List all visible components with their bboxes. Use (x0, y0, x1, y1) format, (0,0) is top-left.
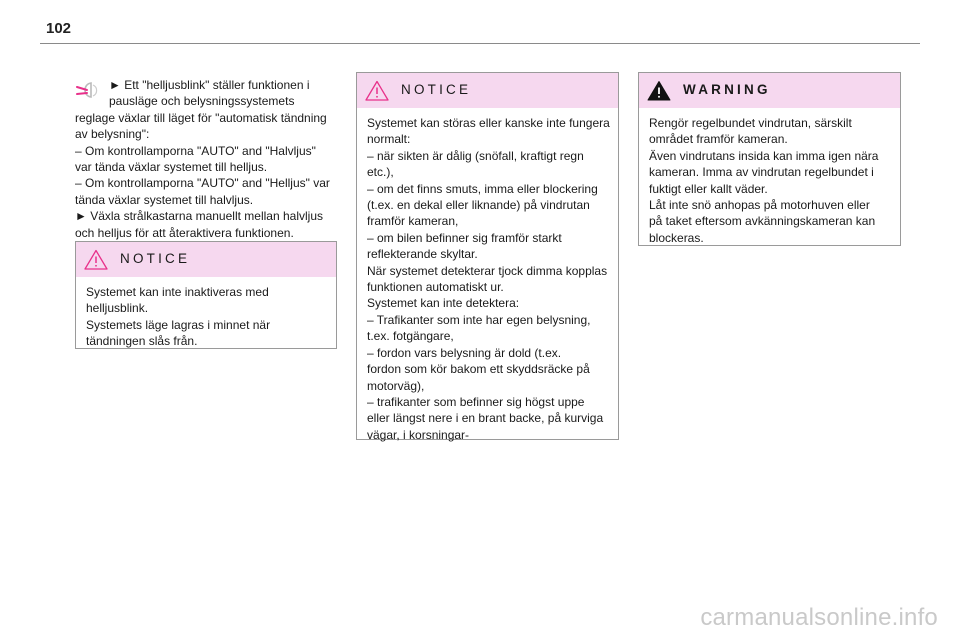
watermark: carmanualsonline.info (700, 604, 938, 631)
text-line: helljusblink. (86, 301, 149, 316)
text-line: kameran. Imma av vindrutan regelbundet i (649, 165, 874, 180)
warning-body (639, 108, 900, 246)
notice-title: NOTICE (401, 82, 472, 97)
text-line: tändningen slås från. (86, 334, 198, 349)
text-line: – fordon vars belysning är dold (t.ex. (367, 345, 562, 360)
text-line: (t.ex. en dekal eller liknande) på vindrutan (367, 198, 590, 213)
text-line: ► Ett "helljusblink" ställer funktionen i (109, 78, 310, 92)
notice-warning-triangle-icon (365, 80, 389, 101)
header-rule (40, 43, 920, 44)
text-line: eller längst nere i en brant backe, på kurviga (367, 411, 604, 426)
notice-box-2 (356, 72, 619, 440)
text-line: – Trafikanter som inte har egen belysning, (367, 312, 591, 327)
notice-body (76, 277, 336, 350)
text-line: – när sikten är dålig (snöfall, kraftigt regn (367, 148, 584, 163)
text-line: funktionen automatiskt ur. (367, 280, 504, 295)
text-line: Låt inte snö anhopas på motorhuven eller (649, 198, 870, 213)
text-line: Även vindrutans insida kan imma igen nära (649, 148, 879, 163)
text-line: Rengör regelbundet vindrutan, särskilt (649, 116, 852, 130)
text-line: pausläge och belysningssystemets (109, 94, 295, 109)
text-line: fordon som kör bakom ett skyddsräcke på (367, 362, 590, 377)
notice-header (76, 242, 336, 277)
text-line: Systemet kan inte detektera: (367, 296, 520, 311)
text-line: t.ex. fotgängare, (367, 329, 454, 344)
notice-box-1 (75, 241, 337, 349)
notice-body (357, 108, 618, 443)
text-line: och helljus för att återaktivera funktionen. (75, 225, 294, 240)
page-number: 102 (46, 20, 72, 37)
text-line: motorväg), (367, 378, 425, 393)
notice-title: NOTICE (120, 251, 191, 266)
text-line: ► Växla strålkastarna manuellt mellan halvljus (75, 209, 323, 224)
highbeam-instructions (75, 77, 340, 241)
text-line: framför kameran, (367, 214, 459, 229)
text-line: på taket eftersom avkänningskameran kan (649, 214, 876, 229)
text-line: området framför kameran. (649, 132, 788, 147)
text-line: fuktigt eller kallt väder. (649, 181, 768, 196)
text-line: var tända växlar systemet till helljus. (75, 160, 268, 175)
text-line: När systemet detekterar tjock dimma kopplas (367, 263, 608, 278)
notice-warning-triangle-icon (84, 249, 108, 270)
warning-triangle-icon (647, 80, 671, 101)
notice-header (357, 73, 618, 108)
text-line: – Om kontrollamporna "AUTO" and "Halvljus" (75, 143, 316, 158)
warning-title: WARNING (683, 82, 771, 97)
text-line: – Om kontrollamporna "AUTO" and "Helljus" var (75, 176, 330, 191)
text-line: reflekterande skyltar. (367, 247, 478, 262)
warning-header (639, 73, 900, 108)
text-line: blockeras. (649, 230, 704, 245)
text-line: av belysning": (75, 127, 150, 142)
text-line: tända växlar systemet till halvljus. (75, 192, 254, 207)
text-line: – om bilen befinner sig framför starkt (367, 230, 562, 245)
text-line: – om det finns smuts, imma eller blockering (367, 181, 598, 196)
text-line: vägar, i korsningar- (367, 427, 470, 442)
warning-box (638, 72, 901, 246)
text-line: Systemet kan störas eller kanske inte fungera (367, 116, 610, 130)
text-line: etc.), (367, 165, 394, 180)
text-line: reglage växlar till läget för "automatisk tändning (75, 110, 327, 125)
text-line: Systemet kan inte inaktiveras med (86, 285, 269, 299)
text-line: normalt: (367, 132, 411, 147)
text-line: – trafikanter som befinner sig högst uppe (367, 394, 585, 409)
text-line: Systemets läge lagras i minnet när (86, 317, 271, 332)
